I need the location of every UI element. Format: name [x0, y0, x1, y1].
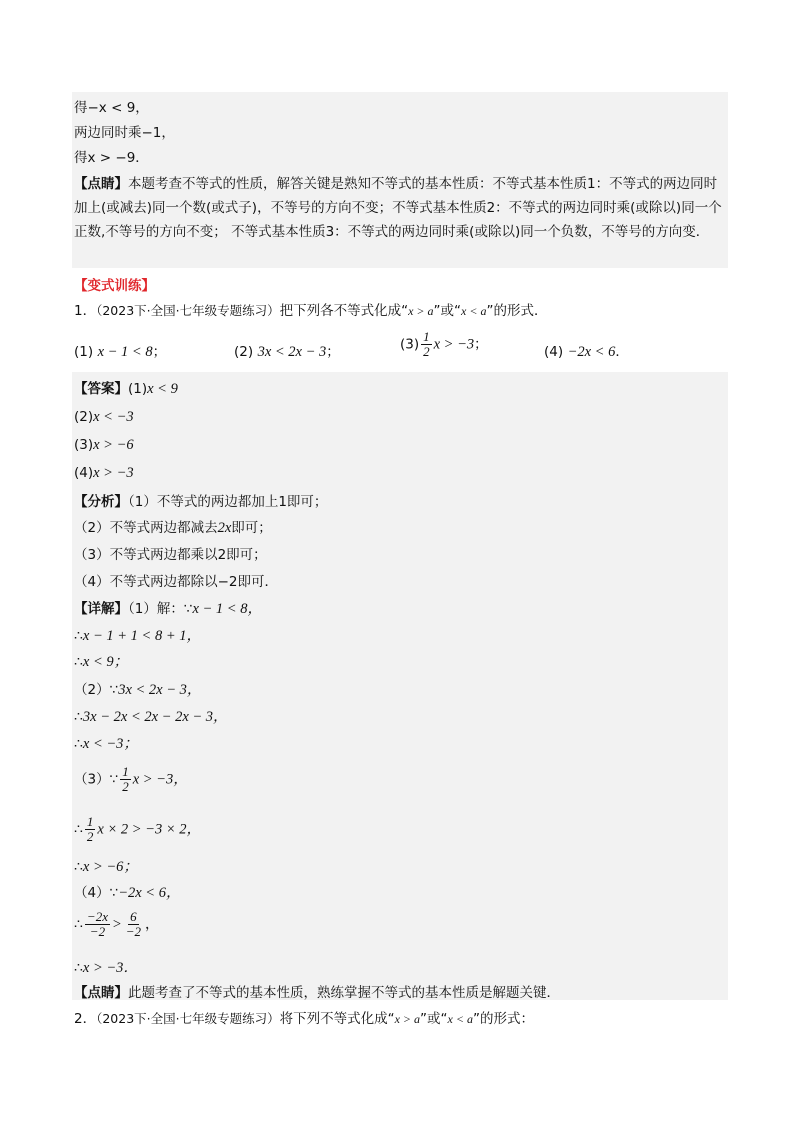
analysis-label: 【分析】 — [74, 494, 128, 510]
detail-line-12: ∴x > −3． — [74, 960, 138, 976]
comment-paragraph — [74, 172, 724, 244]
detail-line-6: ∴x < −3； — [74, 736, 138, 752]
fraction-neg2x-over-neg2: $\frac{-2x}{-2}$ — [86, 909, 108, 939]
detail-line-11: ∴ $\frac{-2x}{-2}$ > $\frac{6}{-2}$ ， — [74, 909, 160, 939]
detail-line-7: （3）∵ $\frac{1}{2}$ x > −3， — [74, 764, 188, 794]
detail-line-2: ∴x − 1 + 1 < 8 + 1， — [74, 628, 201, 644]
q1-item-3: (3) $\frac{1}{2}$ x > −3； — [400, 329, 488, 359]
detail-line-3: ∴x < 9； — [74, 654, 129, 670]
comment-line-2: 【点睛】此题考查了不等式的基本性质，熟练掌握不等式的基本性质是解题关键． — [74, 985, 560, 1001]
answer-label: 【答案】 — [74, 381, 128, 397]
question-2: 2．（2023下·全国·七年级专题练习）将下列不等式化成“x > a”或“x < a”的形式： — [74, 1011, 534, 1027]
detail-line-5: ∴3x − 2x < 2x − 2x − 3， — [74, 709, 228, 725]
comment-text: 本题考查不等式的性质，解答关键是熟知不等式的基本性质：不等式基本性质1：不等式的两边同时加上(或减去)同一个数(或式子)，不等号的方向不变；不等式基本性质2：不等式的两边同时乘(或除以)同一个正数,不等号的方向不变； 不等式基本性质3：不等式的两边同时乘(或除以)同一个负数，不等号的方向变． — [74, 176, 722, 240]
analysis-line-2: （2）不等式两边都减去2x即可； — [74, 520, 272, 536]
comment-label: 【点睛】 — [74, 176, 128, 192]
question-source: （2023下·全国·七年级专题练习） — [96, 1011, 280, 1026]
fraction-6-over-neg2: $\frac{6}{-2}$ — [125, 909, 142, 939]
q1-item-4: (4) −2x < 6． — [544, 344, 629, 360]
solution-line-3: 得x > −9． — [74, 150, 149, 166]
answer-line-2: (2)x < −3 — [74, 409, 134, 425]
analysis-line-1: 【分析】（1）不等式的两边都加上1即可； — [74, 494, 328, 510]
question-number: 1． — [74, 303, 97, 319]
fraction-one-half: $\frac{1}{2}$ — [423, 329, 430, 359]
answer-line-4: (4)x > −3 — [74, 465, 134, 481]
solution-line-1: 得−x < 9， — [74, 100, 149, 116]
analysis-line-4: （4）不等式两边都除以−2即可． — [74, 574, 278, 590]
analysis-line-3: （3）不等式两边都乘以2即可； — [74, 547, 267, 563]
q1-item-2: (2) 3x < 2x − 3； — [234, 344, 340, 360]
detail-line-10: （4）∵−2x < 6， — [74, 885, 181, 901]
fraction-one-half: $\frac{1}{2}$ — [122, 764, 129, 794]
solution-line-2: 两边同时乘−1， — [74, 125, 175, 141]
detail-line-4: （2）∵3x < 2x − 3， — [74, 682, 202, 698]
question-number: 2． — [74, 1011, 97, 1027]
detail-label: 【详解】 — [74, 601, 128, 617]
answer-line-3: (3)x > −6 — [74, 437, 134, 453]
question-source: （2023下·全国·七年级专题练习） — [96, 303, 280, 318]
fraction-one-half: $\frac{1}{2}$ — [86, 814, 94, 844]
detail-line-8: ∴ $\frac{1}{2}$ x × 2 > −3 × 2， — [74, 814, 201, 844]
comment-label: 【点睛】 — [74, 985, 128, 1001]
detail-line-1: 【详解】（1）解：∵x − 1 < 8， — [74, 601, 262, 617]
q1-item-1: (1) x − 1 < 8； — [74, 344, 167, 360]
question-1: 1．（2023下·全国·七年级专题练习）把下列各不等式化成“x > a”或“x < a”的形式． — [74, 303, 548, 319]
detail-line-9: ∴x > −6； — [74, 859, 138, 875]
answer-line-1: 【答案】(1)x < 9 — [74, 381, 178, 397]
section-title: 【变式训练】 — [74, 278, 155, 294]
